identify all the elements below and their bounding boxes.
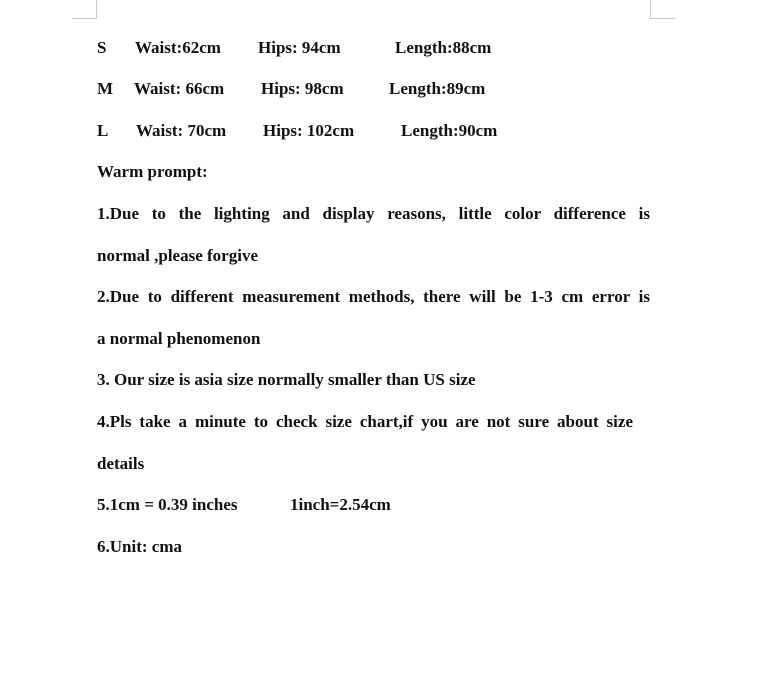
prompt-item-1-line-1: 1.Due to the lighting and display reasons, little color difference is: [97, 204, 650, 223]
prompt-item-2-line-2: a normal phenomenon: [97, 329, 261, 348]
prompt-item-6: 6.Unit: cma: [97, 537, 182, 556]
hips-value: Hips: 94cm: [258, 38, 341, 57]
hips-value: Hips: 98cm: [261, 79, 344, 98]
inch-to-cm: 1inch=2.54cm: [290, 495, 391, 514]
prompt-item-1-line-2: normal ,please forgive: [97, 246, 258, 265]
warm-prompt-heading: Warm prompt:: [97, 162, 208, 181]
size-label: S: [97, 38, 107, 57]
prompt-item-3: 3. Our size is asia size normally smaller than US size: [97, 370, 476, 389]
cm-to-inches: 5.1cm = 0.39 inches: [97, 495, 238, 514]
page-corner-mark-top-right: [650, 0, 675, 19]
prompt-item-2-line-1: 2.Due to different measurement methods, there will be 1-3 cm error is: [97, 287, 650, 306]
page-corner-mark-top-left: [72, 0, 97, 19]
prompt-item-4-line-2: details: [97, 454, 145, 473]
length-value: Length:89cm: [389, 79, 486, 98]
size-label: L: [97, 121, 109, 140]
length-value: Length:88cm: [395, 38, 492, 57]
size-label: M: [97, 79, 114, 98]
length-value: Length:90cm: [401, 121, 498, 140]
waist-value: Waist: 66cm: [134, 79, 225, 98]
hips-value: Hips: 102cm: [263, 121, 355, 140]
waist-value: Waist:62cm: [135, 38, 221, 57]
prompt-item-4-line-1: 4.Pls take a minute to check size chart,if you are not sure about size: [97, 412, 633, 431]
waist-value: Waist: 70cm: [136, 121, 227, 140]
